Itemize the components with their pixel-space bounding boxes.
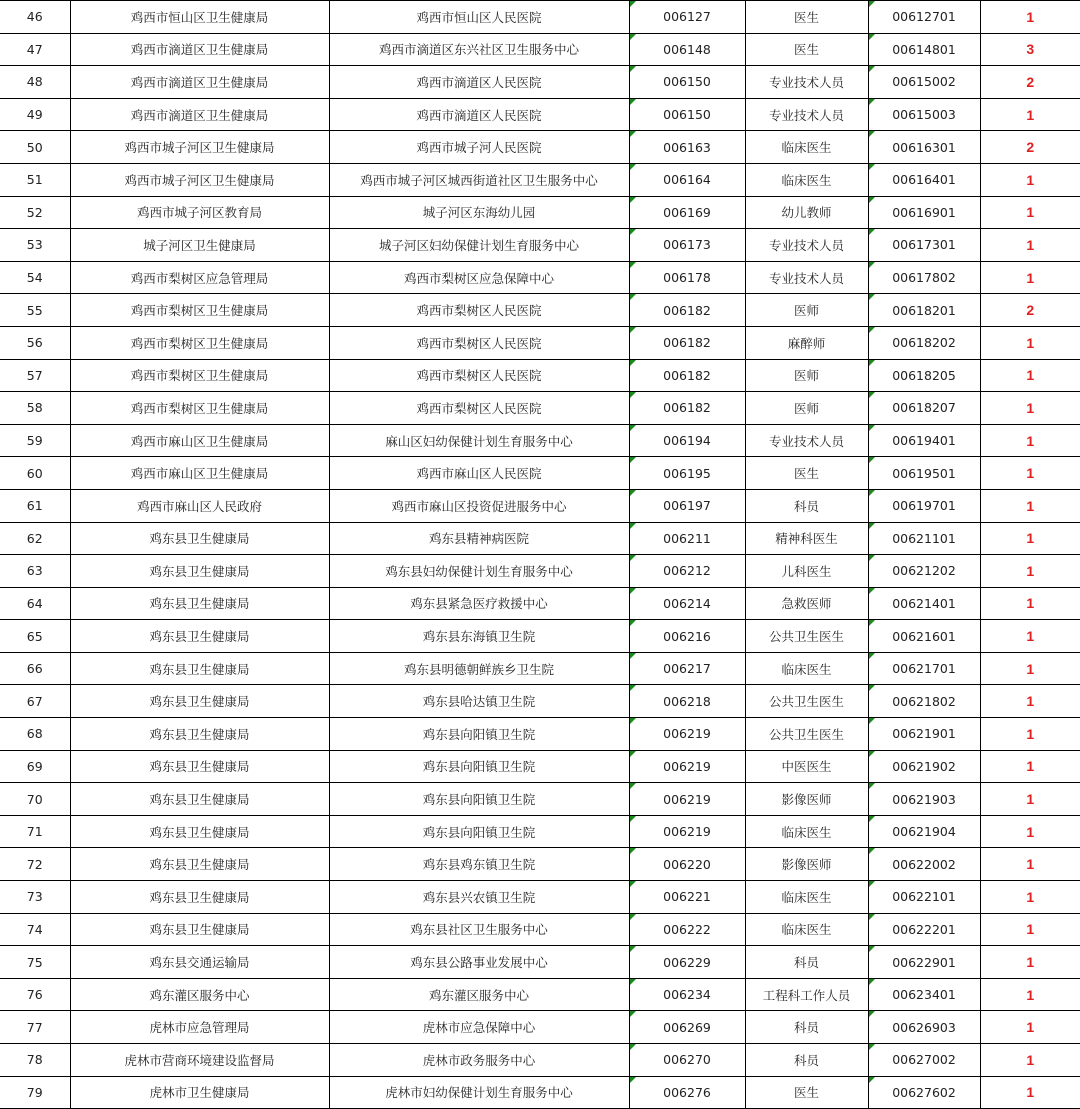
row-number-cell: 71 bbox=[0, 815, 70, 848]
position-code-cell: 00621902 bbox=[868, 750, 980, 783]
recruit-count-cell: 2 bbox=[980, 294, 1080, 327]
department-cell: 鸡西市滴道区卫生健康局 bbox=[70, 33, 329, 66]
unit-name-cell: 鸡东县向阳镇卫生院 bbox=[329, 783, 629, 816]
row-number-cell: 72 bbox=[0, 848, 70, 881]
recruit-count-cell: 1 bbox=[980, 620, 1080, 653]
unit-name-cell: 鸡东县鸡东镇卫生院 bbox=[329, 848, 629, 881]
position-code-cell: 00616401 bbox=[868, 163, 980, 196]
row-number-cell: 76 bbox=[0, 978, 70, 1011]
unit-name-cell: 鸡东灌区服务中心 bbox=[329, 978, 629, 1011]
table-row bbox=[0, 457, 1080, 490]
unit-name-cell: 鸡西市梨树区人民医院 bbox=[329, 392, 629, 425]
position-name-cell: 临床医生 bbox=[745, 163, 868, 196]
department-cell: 鸡西市梨树区卫生健康局 bbox=[70, 294, 329, 327]
department-cell: 鸡西市滴道区卫生健康局 bbox=[70, 98, 329, 131]
table-row bbox=[0, 750, 1080, 783]
unit-name-cell: 鸡西市梨树区应急保障中心 bbox=[329, 261, 629, 294]
recruit-count-cell: 1 bbox=[980, 913, 1080, 946]
recruit-count-cell: 3 bbox=[980, 33, 1080, 66]
unit-code-cell: 006217 bbox=[629, 652, 745, 685]
recruit-count-cell: 1 bbox=[980, 196, 1080, 229]
row-number-cell: 58 bbox=[0, 392, 70, 425]
row-number-cell: 67 bbox=[0, 685, 70, 718]
recruit-count-cell: 1 bbox=[980, 946, 1080, 979]
table-row bbox=[0, 848, 1080, 881]
department-cell: 鸡东县卫生健康局 bbox=[70, 783, 329, 816]
unit-name-cell: 鸡西市滴道区人民医院 bbox=[329, 98, 629, 131]
unit-code-cell: 006164 bbox=[629, 163, 745, 196]
unit-code-cell: 006219 bbox=[629, 783, 745, 816]
position-name-cell: 儿科医生 bbox=[745, 555, 868, 588]
position-code-cell: 00622101 bbox=[868, 881, 980, 914]
unit-code-cell: 006150 bbox=[629, 98, 745, 131]
position-code-cell: 00612701 bbox=[868, 1, 980, 34]
department-cell: 虎林市营商环境建设监督局 bbox=[70, 1044, 329, 1077]
unit-name-cell: 鸡西市滴道区人民医院 bbox=[329, 66, 629, 99]
unit-code-cell: 006195 bbox=[629, 457, 745, 490]
position-code-cell: 00616901 bbox=[868, 196, 980, 229]
position-name-cell: 临床医生 bbox=[745, 881, 868, 914]
position-name-cell: 临床医生 bbox=[745, 131, 868, 164]
department-cell: 鸡东县卫生健康局 bbox=[70, 522, 329, 555]
unit-name-cell: 鸡西市麻山区人民医院 bbox=[329, 457, 629, 490]
position-code-cell: 00621802 bbox=[868, 685, 980, 718]
position-name-cell: 医师 bbox=[745, 294, 868, 327]
unit-name-cell: 鸡东县向阳镇卫生院 bbox=[329, 815, 629, 848]
table-row bbox=[0, 555, 1080, 588]
department-cell: 鸡西市滴道区卫生健康局 bbox=[70, 66, 329, 99]
table-row bbox=[0, 652, 1080, 685]
position-name-cell: 影像医师 bbox=[745, 848, 868, 881]
department-cell: 鸡西市梨树区卫生健康局 bbox=[70, 326, 329, 359]
table-row bbox=[0, 98, 1080, 131]
position-name-cell: 医生 bbox=[745, 1076, 868, 1109]
position-name-cell: 专业技术人员 bbox=[745, 261, 868, 294]
unit-code-cell: 006216 bbox=[629, 620, 745, 653]
table-row bbox=[0, 294, 1080, 327]
table-row bbox=[0, 1076, 1080, 1109]
department-cell: 鸡东县卫生健康局 bbox=[70, 587, 329, 620]
position-name-cell: 科员 bbox=[745, 489, 868, 522]
department-cell: 鸡东县交通运输局 bbox=[70, 946, 329, 979]
row-number-cell: 57 bbox=[0, 359, 70, 392]
recruit-count-cell: 1 bbox=[980, 1044, 1080, 1077]
position-code-cell: 00614801 bbox=[868, 33, 980, 66]
position-code-cell: 00622901 bbox=[868, 946, 980, 979]
table-row bbox=[0, 1044, 1080, 1077]
unit-name-cell: 城子河区妇幼保健计划生育服务中心 bbox=[329, 229, 629, 262]
row-number-cell: 49 bbox=[0, 98, 70, 131]
recruit-count-cell: 1 bbox=[980, 815, 1080, 848]
recruit-count-cell: 1 bbox=[980, 881, 1080, 914]
recruit-count-cell: 1 bbox=[980, 1076, 1080, 1109]
position-code-cell: 00616301 bbox=[868, 131, 980, 164]
recruit-count-cell: 1 bbox=[980, 750, 1080, 783]
position-code-cell: 00621601 bbox=[868, 620, 980, 653]
unit-name-cell: 鸡东县向阳镇卫生院 bbox=[329, 750, 629, 783]
unit-name-cell: 鸡东县社区卫生服务中心 bbox=[329, 913, 629, 946]
department-cell: 鸡东县卫生健康局 bbox=[70, 555, 329, 588]
department-cell: 鸡东县卫生健康局 bbox=[70, 848, 329, 881]
row-number-cell: 54 bbox=[0, 261, 70, 294]
position-name-cell: 急救医师 bbox=[745, 587, 868, 620]
position-code-cell: 00619701 bbox=[868, 489, 980, 522]
unit-name-cell: 鸡东县紧急医疗救援中心 bbox=[329, 587, 629, 620]
position-name-cell: 医生 bbox=[745, 33, 868, 66]
recruit-count-cell: 1 bbox=[980, 98, 1080, 131]
unit-name-cell: 鸡西市城子河人民医院 bbox=[329, 131, 629, 164]
unit-name-cell: 鸡西市梨树区人民医院 bbox=[329, 359, 629, 392]
unit-name-cell: 虎林市应急保障中心 bbox=[329, 1011, 629, 1044]
position-name-cell: 医生 bbox=[745, 457, 868, 490]
department-cell: 鸡东灌区服务中心 bbox=[70, 978, 329, 1011]
row-number-cell: 51 bbox=[0, 163, 70, 196]
department-cell: 鸡东县卫生健康局 bbox=[70, 750, 329, 783]
recruit-count-cell: 1 bbox=[980, 978, 1080, 1011]
row-number-cell: 77 bbox=[0, 1011, 70, 1044]
row-number-cell: 64 bbox=[0, 587, 70, 620]
department-cell: 鸡东县卫生健康局 bbox=[70, 718, 329, 751]
unit-code-cell: 006182 bbox=[629, 294, 745, 327]
position-name-cell: 科员 bbox=[745, 1044, 868, 1077]
unit-name-cell: 虎林市妇幼保健计划生育服务中心 bbox=[329, 1076, 629, 1109]
unit-code-cell: 006182 bbox=[629, 392, 745, 425]
table-row bbox=[0, 489, 1080, 522]
position-code-cell: 00619401 bbox=[868, 424, 980, 457]
position-code-cell: 00627602 bbox=[868, 1076, 980, 1109]
recruit-count-cell: 1 bbox=[980, 229, 1080, 262]
unit-code-cell: 006212 bbox=[629, 555, 745, 588]
table-row bbox=[0, 783, 1080, 816]
position-name-cell: 公共卫生医生 bbox=[745, 718, 868, 751]
position-name-cell: 工程科工作人员 bbox=[745, 978, 868, 1011]
recruit-count-cell: 1 bbox=[980, 424, 1080, 457]
row-number-cell: 78 bbox=[0, 1044, 70, 1077]
department-cell: 虎林市应急管理局 bbox=[70, 1011, 329, 1044]
row-number-cell: 46 bbox=[0, 1, 70, 34]
table-row bbox=[0, 163, 1080, 196]
table-body bbox=[0, 1, 1080, 1109]
unit-name-cell: 鸡西市麻山区投资促进服务中心 bbox=[329, 489, 629, 522]
position-name-cell: 幼儿教师 bbox=[745, 196, 868, 229]
unit-code-cell: 006194 bbox=[629, 424, 745, 457]
unit-code-cell: 006218 bbox=[629, 685, 745, 718]
table-row bbox=[0, 424, 1080, 457]
recruit-count-cell: 1 bbox=[980, 587, 1080, 620]
table-row bbox=[0, 587, 1080, 620]
unit-name-cell: 鸡东县兴农镇卫生院 bbox=[329, 881, 629, 914]
unit-code-cell: 006222 bbox=[629, 913, 745, 946]
unit-name-cell: 鸡东县明德朝鲜族乡卫生院 bbox=[329, 652, 629, 685]
position-code-cell: 00621101 bbox=[868, 522, 980, 555]
unit-name-cell: 鸡西市恒山区人民医院 bbox=[329, 1, 629, 34]
row-number-cell: 73 bbox=[0, 881, 70, 914]
row-number-cell: 47 bbox=[0, 33, 70, 66]
row-number-cell: 69 bbox=[0, 750, 70, 783]
table-row bbox=[0, 685, 1080, 718]
unit-code-cell: 006219 bbox=[629, 750, 745, 783]
table-row bbox=[0, 261, 1080, 294]
recruit-count-cell: 2 bbox=[980, 131, 1080, 164]
table-row bbox=[0, 1, 1080, 34]
position-name-cell: 医生 bbox=[745, 1, 868, 34]
unit-code-cell: 006220 bbox=[629, 848, 745, 881]
department-cell: 鸡西市城子河区卫生健康局 bbox=[70, 163, 329, 196]
position-code-cell: 00621903 bbox=[868, 783, 980, 816]
position-name-cell: 科员 bbox=[745, 1011, 868, 1044]
unit-code-cell: 006270 bbox=[629, 1044, 745, 1077]
unit-code-cell: 006214 bbox=[629, 587, 745, 620]
row-number-cell: 79 bbox=[0, 1076, 70, 1109]
recruit-count-cell: 1 bbox=[980, 555, 1080, 588]
position-name-cell: 科员 bbox=[745, 946, 868, 979]
department-cell: 鸡东县卫生健康局 bbox=[70, 652, 329, 685]
row-number-cell: 52 bbox=[0, 196, 70, 229]
position-code-cell: 00621901 bbox=[868, 718, 980, 751]
position-code-cell: 00617301 bbox=[868, 229, 980, 262]
row-number-cell: 75 bbox=[0, 946, 70, 979]
table-row bbox=[0, 326, 1080, 359]
row-number-cell: 74 bbox=[0, 913, 70, 946]
unit-name-cell: 鸡东县东海镇卫生院 bbox=[329, 620, 629, 653]
department-cell: 虎林市卫生健康局 bbox=[70, 1076, 329, 1109]
recruit-count-cell: 1 bbox=[980, 163, 1080, 196]
unit-name-cell: 鸡西市梨树区人民医院 bbox=[329, 326, 629, 359]
table-row bbox=[0, 131, 1080, 164]
row-number-cell: 53 bbox=[0, 229, 70, 262]
table-row bbox=[0, 1011, 1080, 1044]
recruit-count-cell: 1 bbox=[980, 326, 1080, 359]
row-number-cell: 61 bbox=[0, 489, 70, 522]
table-row bbox=[0, 66, 1080, 99]
unit-code-cell: 006182 bbox=[629, 359, 745, 392]
recruit-count-cell: 1 bbox=[980, 685, 1080, 718]
unit-name-cell: 鸡东县向阳镇卫生院 bbox=[329, 718, 629, 751]
table-row bbox=[0, 718, 1080, 751]
position-code-cell: 00622201 bbox=[868, 913, 980, 946]
unit-name-cell: 鸡东县哈达镇卫生院 bbox=[329, 685, 629, 718]
position-name-cell: 临床医生 bbox=[745, 652, 868, 685]
department-cell: 鸡西市恒山区卫生健康局 bbox=[70, 1, 329, 34]
table-row bbox=[0, 913, 1080, 946]
unit-code-cell: 006197 bbox=[629, 489, 745, 522]
unit-code-cell: 006148 bbox=[629, 33, 745, 66]
recruit-count-cell: 1 bbox=[980, 652, 1080, 685]
unit-code-cell: 006163 bbox=[629, 131, 745, 164]
recruit-count-cell: 2 bbox=[980, 66, 1080, 99]
unit-code-cell: 006269 bbox=[629, 1011, 745, 1044]
unit-code-cell: 006127 bbox=[629, 1, 745, 34]
position-code-cell: 00621401 bbox=[868, 587, 980, 620]
unit-code-cell: 006173 bbox=[629, 229, 745, 262]
row-number-cell: 55 bbox=[0, 294, 70, 327]
department-cell: 鸡西市城子河区教育局 bbox=[70, 196, 329, 229]
row-number-cell: 48 bbox=[0, 66, 70, 99]
position-code-cell: 00627002 bbox=[868, 1044, 980, 1077]
recruit-count-cell: 1 bbox=[980, 1011, 1080, 1044]
unit-code-cell: 006211 bbox=[629, 522, 745, 555]
unit-name-cell: 鸡西市城子河区城西街道社区卫生服务中心 bbox=[329, 163, 629, 196]
table-row bbox=[0, 359, 1080, 392]
table-row bbox=[0, 392, 1080, 425]
unit-code-cell: 006229 bbox=[629, 946, 745, 979]
recruit-count-cell: 1 bbox=[980, 457, 1080, 490]
position-name-cell: 中医医生 bbox=[745, 750, 868, 783]
department-cell: 鸡西市梨树区卫生健康局 bbox=[70, 392, 329, 425]
row-number-cell: 60 bbox=[0, 457, 70, 490]
position-name-cell: 医师 bbox=[745, 359, 868, 392]
row-number-cell: 70 bbox=[0, 783, 70, 816]
position-name-cell: 专业技术人员 bbox=[745, 424, 868, 457]
unit-name-cell: 城子河区东海幼儿园 bbox=[329, 196, 629, 229]
unit-code-cell: 006150 bbox=[629, 66, 745, 99]
row-number-cell: 50 bbox=[0, 131, 70, 164]
unit-name-cell: 鸡东县公路事业发展中心 bbox=[329, 946, 629, 979]
position-name-cell: 专业技术人员 bbox=[745, 229, 868, 262]
position-name-cell: 公共卫生医生 bbox=[745, 620, 868, 653]
row-number-cell: 66 bbox=[0, 652, 70, 685]
unit-code-cell: 006234 bbox=[629, 978, 745, 1011]
unit-code-cell: 006276 bbox=[629, 1076, 745, 1109]
unit-code-cell: 006182 bbox=[629, 326, 745, 359]
unit-name-cell: 鸡东县妇幼保健计划生育服务中心 bbox=[329, 555, 629, 588]
department-cell: 鸡西市麻山区人民政府 bbox=[70, 489, 329, 522]
unit-code-cell: 006169 bbox=[629, 196, 745, 229]
position-name-cell: 精神科医生 bbox=[745, 522, 868, 555]
recruit-count-cell: 1 bbox=[980, 261, 1080, 294]
position-code-cell: 00621202 bbox=[868, 555, 980, 588]
department-cell: 鸡西市梨树区应急管理局 bbox=[70, 261, 329, 294]
row-number-cell: 56 bbox=[0, 326, 70, 359]
position-code-cell: 00623401 bbox=[868, 978, 980, 1011]
position-name-cell: 临床医生 bbox=[745, 815, 868, 848]
position-name-cell: 专业技术人员 bbox=[745, 66, 868, 99]
recruit-count-cell: 1 bbox=[980, 848, 1080, 881]
position-code-cell: 00618202 bbox=[868, 326, 980, 359]
department-cell: 城子河区卫生健康局 bbox=[70, 229, 329, 262]
department-cell: 鸡东县卫生健康局 bbox=[70, 881, 329, 914]
recruit-count-cell: 1 bbox=[980, 489, 1080, 522]
department-cell: 鸡西市麻山区卫生健康局 bbox=[70, 424, 329, 457]
row-number-cell: 65 bbox=[0, 620, 70, 653]
table-row bbox=[0, 946, 1080, 979]
position-code-cell: 00619501 bbox=[868, 457, 980, 490]
position-name-cell: 临床医生 bbox=[745, 913, 868, 946]
row-number-cell: 59 bbox=[0, 424, 70, 457]
table-row bbox=[0, 522, 1080, 555]
unit-code-cell: 006221 bbox=[629, 881, 745, 914]
table-row bbox=[0, 33, 1080, 66]
position-code-cell: 00626903 bbox=[868, 1011, 980, 1044]
recruit-count-cell: 1 bbox=[980, 522, 1080, 555]
department-cell: 鸡东县卫生健康局 bbox=[70, 815, 329, 848]
row-number-cell: 68 bbox=[0, 718, 70, 751]
position-code-cell: 00618207 bbox=[868, 392, 980, 425]
recruit-count-cell: 1 bbox=[980, 783, 1080, 816]
department-cell: 鸡西市梨树区卫生健康局 bbox=[70, 359, 329, 392]
table-row bbox=[0, 620, 1080, 653]
department-cell: 鸡东县卫生健康局 bbox=[70, 913, 329, 946]
department-cell: 鸡西市麻山区卫生健康局 bbox=[70, 457, 329, 490]
unit-name-cell: 虎林市政务服务中心 bbox=[329, 1044, 629, 1077]
table-row bbox=[0, 978, 1080, 1011]
position-code-cell: 00615003 bbox=[868, 98, 980, 131]
unit-name-cell: 鸡东县精神病医院 bbox=[329, 522, 629, 555]
recruit-count-cell: 1 bbox=[980, 359, 1080, 392]
unit-name-cell: 麻山区妇幼保健计划生育服务中心 bbox=[329, 424, 629, 457]
department-cell: 鸡东县卫生健康局 bbox=[70, 685, 329, 718]
position-code-cell: 00617802 bbox=[868, 261, 980, 294]
position-name-cell: 专业技术人员 bbox=[745, 98, 868, 131]
position-name-cell: 医师 bbox=[745, 392, 868, 425]
position-code-cell: 00615002 bbox=[868, 66, 980, 99]
position-code-cell: 00618201 bbox=[868, 294, 980, 327]
recruit-count-cell: 1 bbox=[980, 392, 1080, 425]
table-row bbox=[0, 881, 1080, 914]
position-code-cell: 00621701 bbox=[868, 652, 980, 685]
position-code-cell: 00618205 bbox=[868, 359, 980, 392]
unit-code-cell: 006178 bbox=[629, 261, 745, 294]
unit-name-cell: 鸡西市滴道区东兴社区卫生服务中心 bbox=[329, 33, 629, 66]
position-code-cell: 00622002 bbox=[868, 848, 980, 881]
position-name-cell: 影像医师 bbox=[745, 783, 868, 816]
table-row bbox=[0, 815, 1080, 848]
table-row bbox=[0, 196, 1080, 229]
position-code-cell: 00621904 bbox=[868, 815, 980, 848]
position-name-cell: 公共卫生医生 bbox=[745, 685, 868, 718]
recruit-count-cell: 1 bbox=[980, 1, 1080, 34]
unit-name-cell: 鸡西市梨树区人民医院 bbox=[329, 294, 629, 327]
table-row bbox=[0, 229, 1080, 262]
unit-code-cell: 006219 bbox=[629, 815, 745, 848]
row-number-cell: 62 bbox=[0, 522, 70, 555]
position-name-cell: 麻醉师 bbox=[745, 326, 868, 359]
department-cell: 鸡西市城子河区卫生健康局 bbox=[70, 131, 329, 164]
department-cell: 鸡东县卫生健康局 bbox=[70, 620, 329, 653]
row-number-cell: 63 bbox=[0, 555, 70, 588]
recruit-count-cell: 1 bbox=[980, 718, 1080, 751]
unit-code-cell: 006219 bbox=[629, 718, 745, 751]
